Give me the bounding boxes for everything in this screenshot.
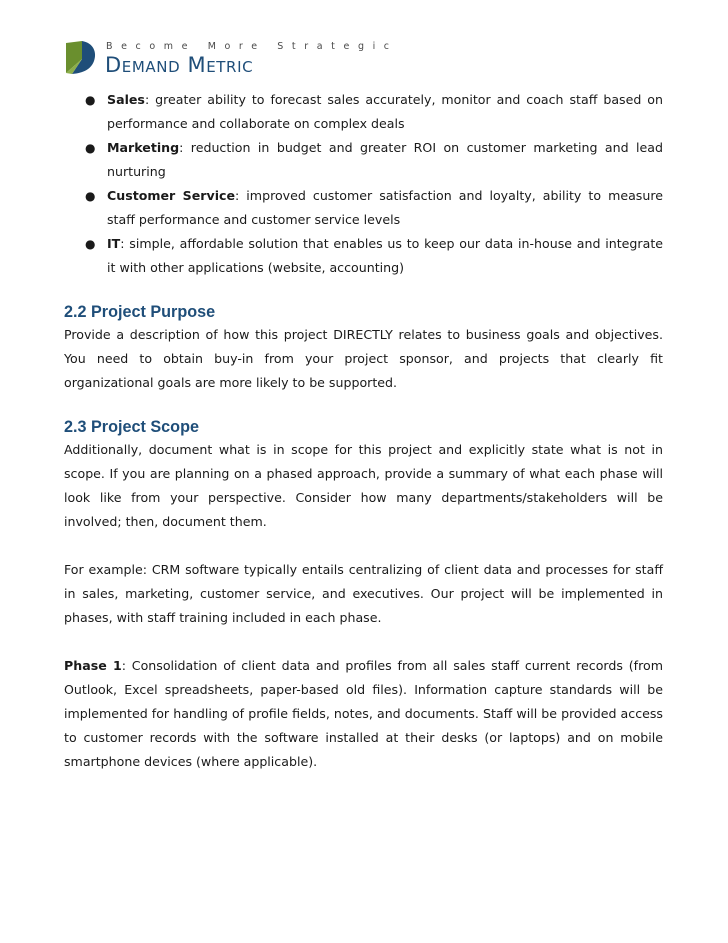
logo-brand-name: Demand Metric	[105, 53, 254, 77]
scope-paragraph: Additionally, document what is in scope for this project and explicitly state what is not in scope. If you are planning on a phased approach, provide a summary of what each phase will look like from your perspective. Consider how many departments/stakeholders will be involved; then, document them.	[64, 442, 663, 529]
benefit-text: : reduction in budget and greater ROI on customer marketing and lead nurturing	[107, 140, 663, 179]
benefit-text: : simple, affordable solution that enables us to keep our data in-house and integrate it with other applications (website, accounting)	[107, 236, 663, 275]
benefit-term: Marketing	[107, 140, 180, 155]
list-item	[64, 136, 663, 184]
benefits-list	[64, 88, 663, 280]
logo-mark-icon	[64, 39, 98, 75]
benefit-term: Customer Service	[107, 188, 236, 203]
bullet-icon: ●	[85, 237, 96, 251]
document-body	[64, 88, 663, 774]
phase-1-text: : Consolidation of client data and profiles from all sales staff current records (from Outlook, Excel spreadsheets, paper-based old files). Information capture standards will be implemented for handling of profile fields, notes, and documents. Staff will be provided access to customer records with the software installed at their desks (or laptops) and on mobile smartphone devices (where applicable).	[64, 658, 663, 769]
bullet-icon: ●	[85, 93, 96, 107]
purpose-paragraph: Provide a description of how this project DIRECTLY relates to business goals and objectives. You need to obtain buy-in from your project sponsor, and projects that clearly fit organizational goals are more likely to be supported.	[64, 327, 663, 390]
benefit-text: : improved customer satisfaction and loyalty, ability to measure staff performance and customer service levels	[107, 188, 663, 227]
bullet-icon: ●	[85, 141, 96, 155]
section-heading-scope: 2.3 Project Scope	[64, 418, 199, 436]
phase-1-paragraph	[64, 654, 663, 774]
list-item	[64, 88, 663, 136]
bullet-icon: ●	[85, 189, 96, 203]
demand-metric-logo	[64, 39, 398, 79]
benefit-term: IT	[107, 236, 121, 251]
section-heading-purpose: 2.2 Project Purpose	[64, 303, 216, 321]
benefit-text: : greater ability to forecast sales accurately, monitor and coach staff based on performance and collaborate on complex deals	[107, 92, 663, 131]
benefit-term: Sales	[107, 92, 145, 107]
list-item	[64, 184, 663, 232]
list-item	[64, 232, 663, 280]
phase-1-label: Phase 1	[64, 658, 122, 673]
example-paragraph: For example: CRM software typically entails centralizing of client data and processes for staff in sales, marketing, customer service, and executives. Our project will be implemented in phases, with staff training included in each phase.	[64, 562, 663, 625]
logo-tagline: Become More Strategic	[106, 41, 398, 52]
